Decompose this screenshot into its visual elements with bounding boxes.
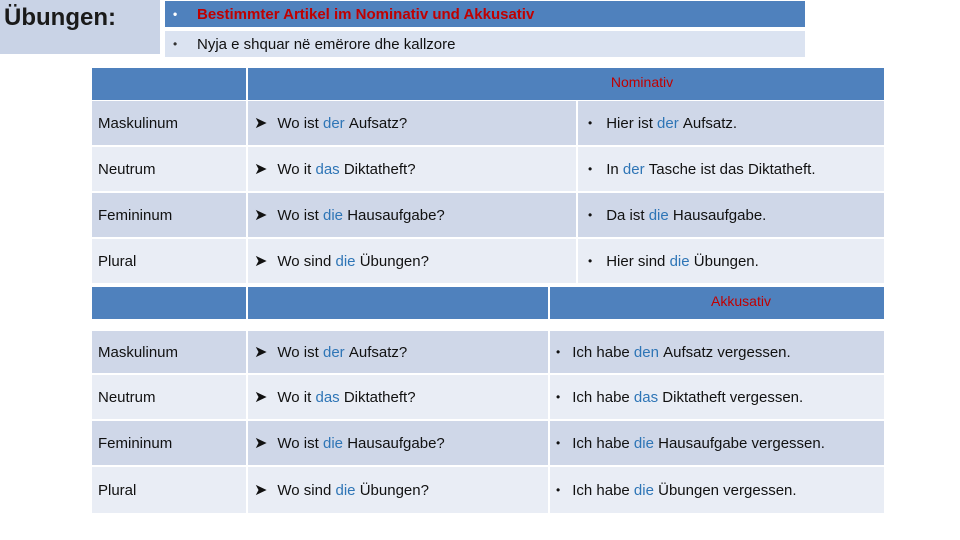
arrow-bullet-icon: ➤ <box>254 389 268 406</box>
row-label: Neutrum <box>92 375 246 419</box>
bullet-icon: • <box>588 162 593 176</box>
question-article: der <box>322 343 345 361</box>
table-row <box>92 421 884 465</box>
header-empty-cell <box>92 68 246 100</box>
nominativ-header-row <box>92 68 884 100</box>
header-empty-cell <box>248 287 548 319</box>
answer-start: In <box>606 160 619 178</box>
question-end: Aufsatz? <box>348 114 408 132</box>
header-empty-cell <box>92 287 246 319</box>
answer-start: Da ist <box>606 206 645 224</box>
topic-banner-german <box>165 1 805 27</box>
question-end: Hausaufgabe? <box>347 206 445 224</box>
table-row <box>92 375 884 419</box>
bullet-icon: • <box>588 116 593 130</box>
question-start: Wo sind <box>277 252 332 270</box>
akkusativ-header: Akkusativ <box>550 287 884 319</box>
question-article: die <box>322 434 344 452</box>
row-label: Plural <box>92 239 246 283</box>
question-end: Diktatheft? <box>343 160 416 178</box>
answer-start: Ich habe <box>572 434 630 452</box>
answer-article: der <box>622 160 645 178</box>
question-article: die <box>335 252 356 270</box>
answer-cell <box>578 147 884 191</box>
answer-start: Ich habe <box>572 343 630 361</box>
topic-text-german: Bestimmter Artikel im Nominativ und Akkusativ <box>197 5 535 23</box>
answer-end: Übungen. <box>693 252 759 270</box>
question-cell <box>248 193 576 237</box>
answer-cell <box>578 239 884 283</box>
question-cell <box>248 467 548 513</box>
answer-start: Hier ist <box>606 114 653 132</box>
answer-article: die <box>633 434 654 452</box>
question-cell <box>248 101 576 145</box>
bullet-icon: • <box>588 208 593 222</box>
arrow-bullet-icon: ➤ <box>254 253 268 270</box>
question-start: Wo ist <box>277 434 319 452</box>
bullet-icon: • <box>556 390 561 404</box>
question-article: der <box>322 114 345 132</box>
answer-article: die <box>633 481 654 499</box>
question-end: Übungen? <box>359 252 429 270</box>
arrow-bullet-icon: ➤ <box>254 482 268 499</box>
question-cell <box>248 331 548 373</box>
table-row <box>92 239 884 283</box>
table-row <box>92 331 884 373</box>
row-label: Femininum <box>92 193 246 237</box>
bullet-icon: • <box>588 254 593 268</box>
answer-cell <box>578 193 884 237</box>
row-label: Maskulinum <box>92 331 246 373</box>
akkusativ-header-row <box>92 287 884 319</box>
topic-banner-albanian <box>165 31 805 57</box>
question-start: Wo it <box>277 160 312 178</box>
answer-end: Diktatheft vergessen. <box>662 388 804 406</box>
question-cell <box>248 421 548 465</box>
question-start: Wo it <box>277 388 312 406</box>
question-end: Diktatheft? <box>343 388 416 406</box>
question-article: die <box>322 206 344 224</box>
table-row <box>92 467 884 513</box>
answer-end: Hausaufgabe. <box>672 206 767 224</box>
answer-article: die <box>669 252 690 270</box>
arrow-bullet-icon: ➤ <box>254 344 268 361</box>
answer-article: das <box>633 388 659 406</box>
question-cell <box>248 147 576 191</box>
answer-end: Aufsatz. <box>682 114 738 132</box>
question-article: die <box>335 481 356 499</box>
answer-cell <box>550 421 884 465</box>
bullet-icon: • <box>173 7 178 21</box>
answer-article: die <box>648 206 669 224</box>
row-label: Plural <box>92 467 246 513</box>
arrow-bullet-icon: ➤ <box>254 207 268 224</box>
question-cell <box>248 239 576 283</box>
bullet-icon: • <box>556 483 561 497</box>
arrow-bullet-icon: ➤ <box>254 115 268 132</box>
table-row <box>92 101 884 145</box>
question-cell <box>248 375 548 419</box>
answer-end: Aufsatz vergessen. <box>663 343 791 361</box>
answer-cell <box>578 101 884 145</box>
answer-article: den <box>633 343 659 361</box>
answer-end: Übungen vergessen. <box>658 481 797 499</box>
question-end: Hausaufgabe? <box>347 434 445 452</box>
row-label: Femininum <box>92 421 246 465</box>
arrow-bullet-icon: ➤ <box>254 161 268 178</box>
answer-start: Ich habe <box>572 481 630 499</box>
answer-start: Ich habe <box>572 388 630 406</box>
topic-text-albanian: Nyja e shquar në emërore dhe kallzore <box>197 35 456 53</box>
answer-start: Hier sind <box>606 252 666 270</box>
answer-end: Hausaufgabe vergessen. <box>658 434 825 452</box>
question-start: Wo ist <box>277 206 319 224</box>
answer-cell <box>550 331 884 373</box>
answer-cell <box>550 467 884 513</box>
question-start: Wo ist <box>277 114 319 132</box>
question-article: das <box>315 388 340 406</box>
row-label: Maskulinum <box>92 101 246 145</box>
table-row <box>92 193 884 237</box>
arrow-bullet-icon: ➤ <box>254 435 268 452</box>
bullet-icon: • <box>556 436 561 450</box>
nominativ-header: Nominativ <box>248 68 884 100</box>
question-article: das <box>315 160 340 178</box>
answer-cell <box>550 375 884 419</box>
question-start: Wo ist <box>277 343 319 361</box>
question-end: Übungen? <box>359 481 429 499</box>
page-title: Übungen: <box>0 0 160 54</box>
answer-article: der <box>657 114 679 132</box>
answer-end: Tasche ist das Diktatheft. <box>648 160 816 178</box>
row-label: Neutrum <box>92 147 246 191</box>
table-row <box>92 147 884 191</box>
bullet-icon: • <box>173 37 178 51</box>
question-end: Aufsatz? <box>348 343 408 361</box>
bullet-icon: • <box>556 345 561 359</box>
question-start: Wo sind <box>277 481 332 499</box>
